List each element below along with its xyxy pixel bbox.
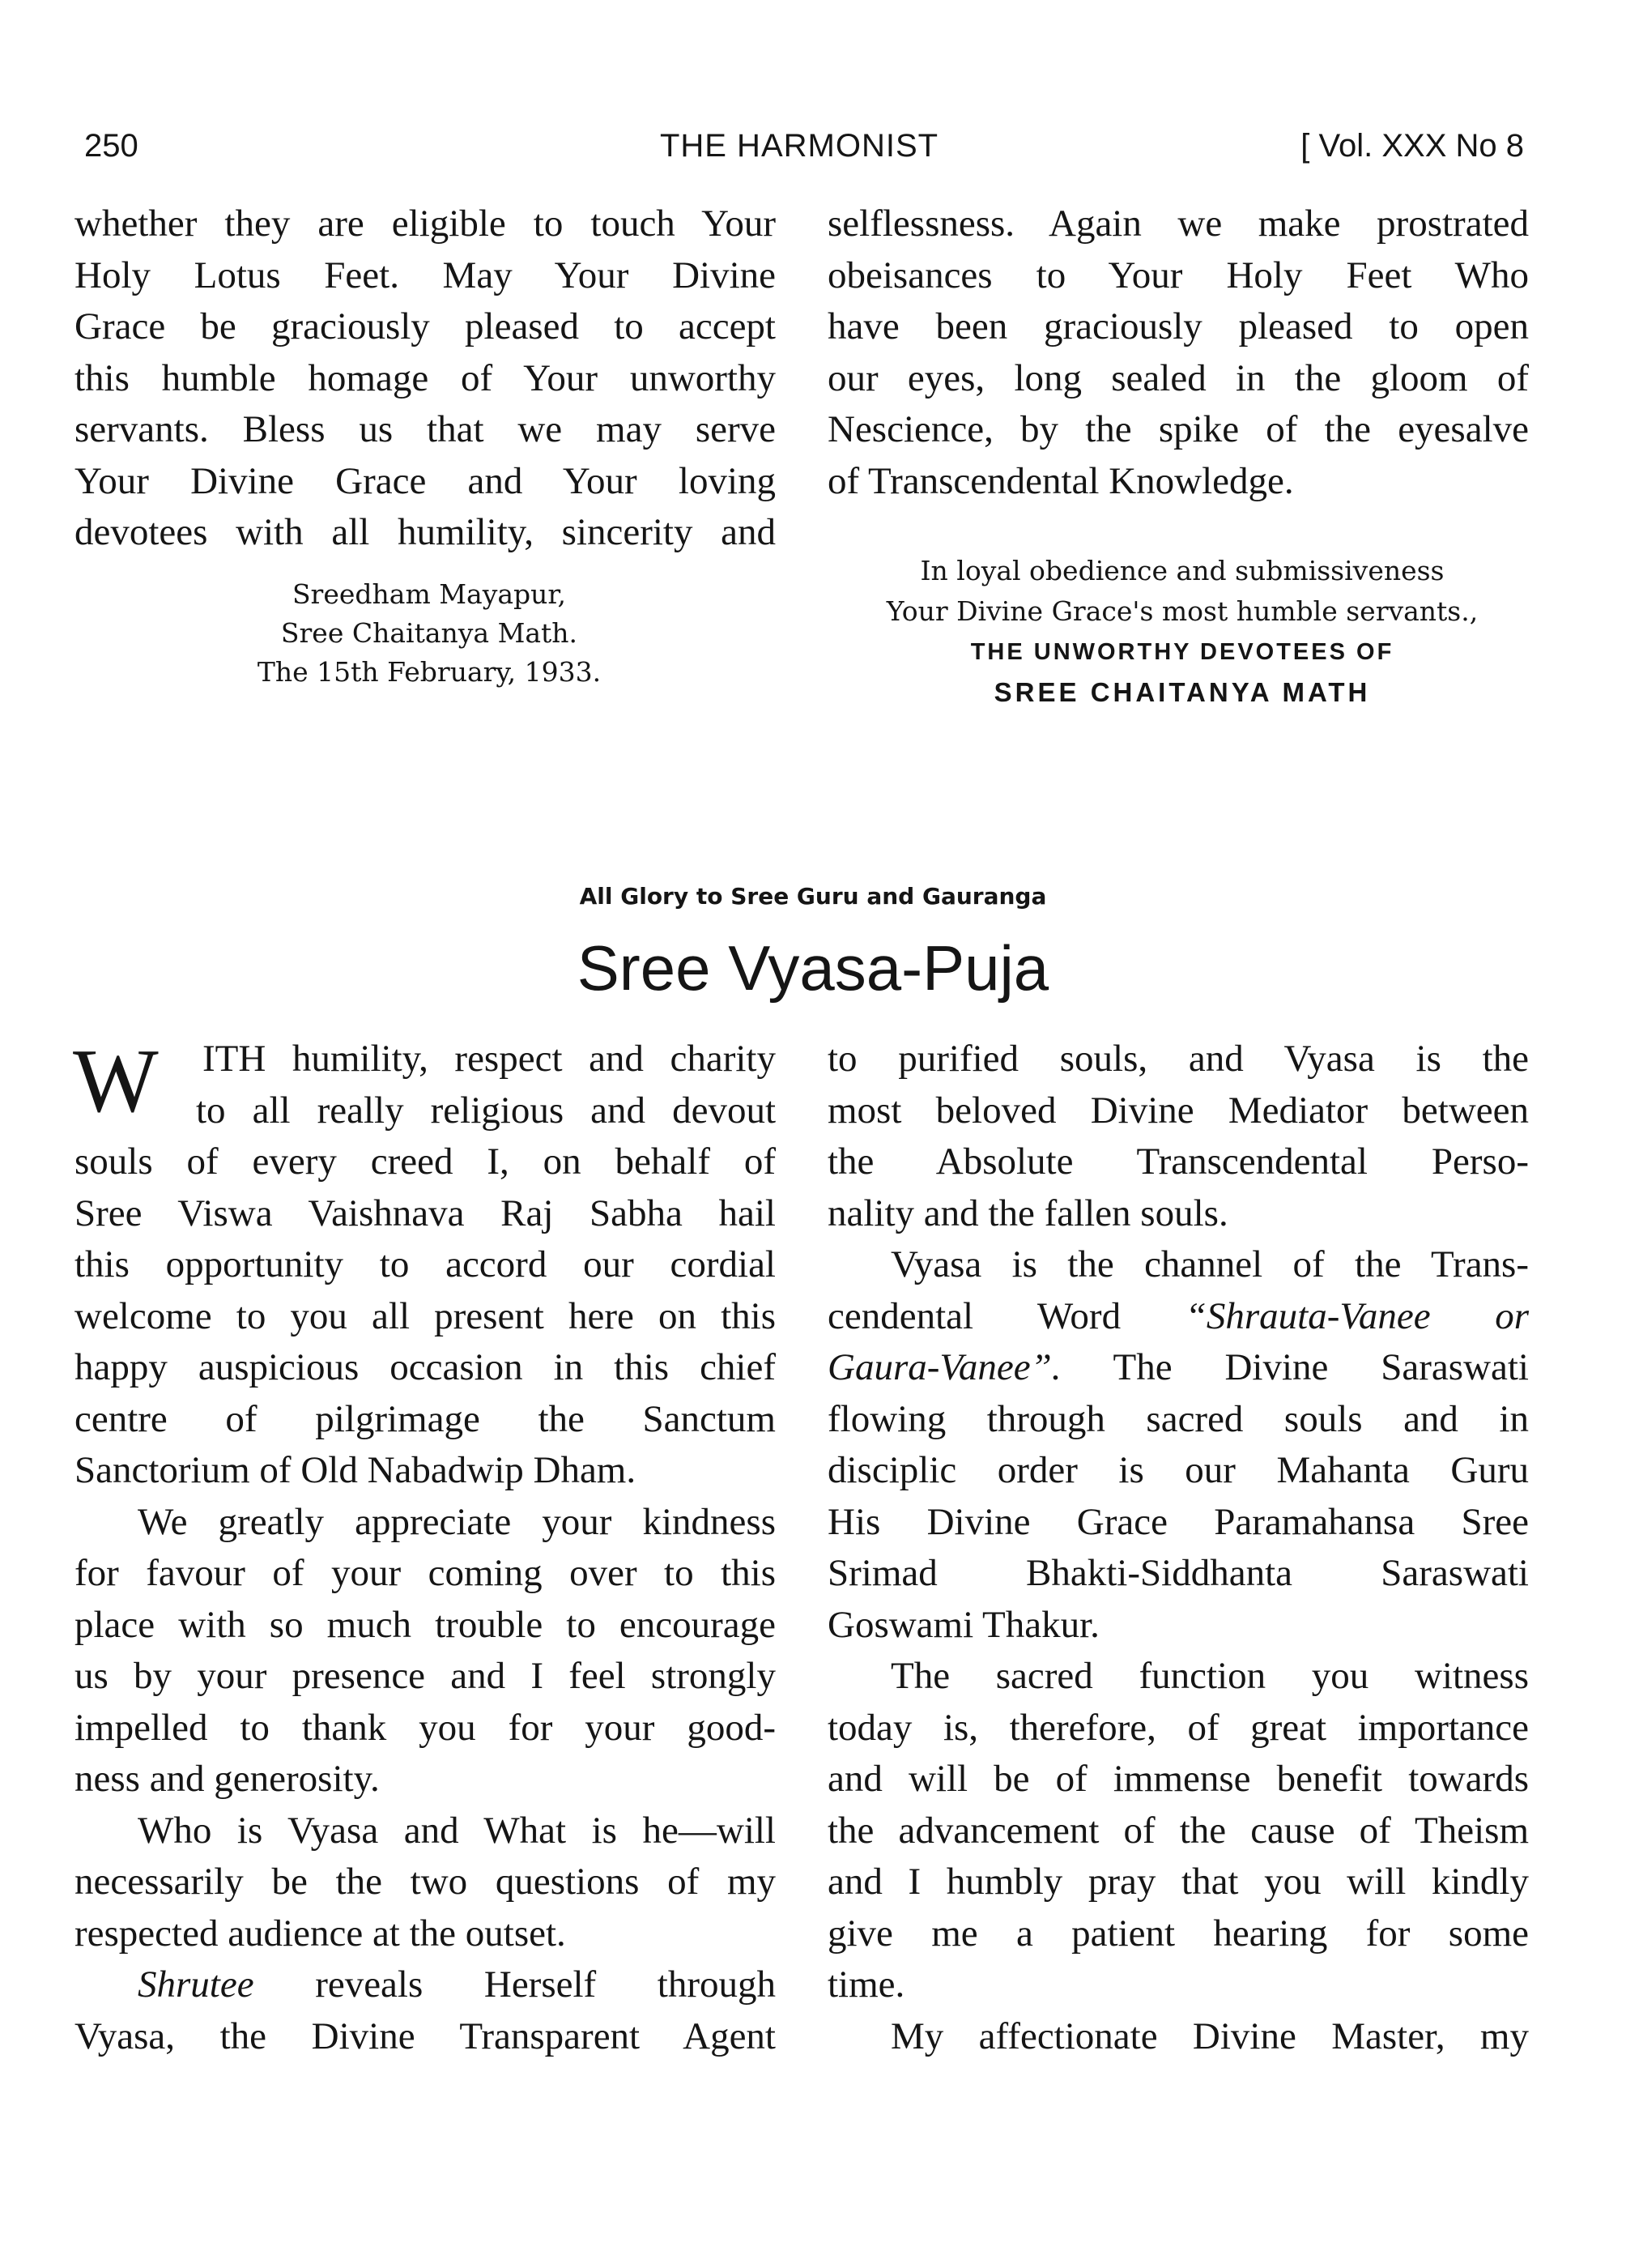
text-line: to all really religious and devout xyxy=(196,1089,776,1132)
text-line: Srimad Bhakti-Siddhanta Saraswati xyxy=(828,1552,1529,1594)
volume-info: [ Vol. XXX No 8 xyxy=(1300,128,1524,164)
text-line: nality and the fallen souls. xyxy=(828,1192,1228,1234)
running-head xyxy=(74,122,1524,170)
journal-title: THE HARMONIST xyxy=(659,128,939,164)
text-line: The sacred function you witness xyxy=(891,1655,1529,1697)
italic-term: Shrutee xyxy=(138,1963,254,2006)
text-line: this humble homage of Your unworthy xyxy=(74,356,776,399)
closing-line: Your Divine Grace's most humble servants., xyxy=(886,595,1479,627)
text-line: Goswami Thakur. xyxy=(828,1603,1100,1646)
text-line: and I humbly pray that you will kindly xyxy=(828,1861,1529,1903)
text-line: give me a patient hearing for some xyxy=(828,1912,1529,1955)
text-line: ITH humility, respect and charity xyxy=(202,1038,776,1080)
text-line: the advancement of the cause of Theism xyxy=(828,1809,1529,1852)
text-line: us by your presence and I feel strongly xyxy=(74,1655,776,1697)
text-line: His Divine Grace Paramahansa Sree xyxy=(828,1500,1529,1543)
text-line: place with so much trouble to encourage xyxy=(74,1603,776,1646)
text-run: The Divine Saraswati xyxy=(1113,1346,1529,1388)
italic-term: Gaura-Vanee”. xyxy=(828,1346,1062,1388)
text-line: whether they are eligible to touch Your xyxy=(74,202,776,245)
place-line: Sreedham Mayapur, xyxy=(292,578,567,610)
text-line: this opportunity to accord our cordial xyxy=(74,1243,776,1285)
text-line: Holy Lotus Feet. May Your Divine xyxy=(74,254,776,296)
date-line: The 15th February, 1933. xyxy=(257,656,602,688)
signatory-line: SREE CHAITANYA MATH xyxy=(994,677,1371,707)
text-line: to purified souls, and Vyasa is the xyxy=(828,1038,1529,1080)
address-left-column xyxy=(74,198,776,559)
text-run: reveals Herself through xyxy=(315,1963,777,2006)
text-line: ness and generosity. xyxy=(74,1758,380,1800)
article-title: Sree Vyasa-Puja xyxy=(577,932,1049,1004)
text-line: necessarily be the two questions of my xyxy=(74,1861,776,1903)
italic-term: “Shrauta-Vanee or xyxy=(1185,1294,1529,1337)
text-line: Who is Vyasa and What is he—will xyxy=(138,1809,776,1852)
text-line: happy auspicious occasion in this chief xyxy=(74,1346,776,1388)
text-line: Grace be graciously pleased to accept xyxy=(74,305,776,347)
text-line: welcome to you all present here on this xyxy=(74,1294,776,1337)
text-line: devotees with all humility, sincerity and xyxy=(74,511,776,553)
text-line xyxy=(828,1291,1529,1343)
text-line: respected audience at the outset. xyxy=(74,1912,566,1955)
invocation: All Glory to Sree Guru and Gauranga xyxy=(579,883,1047,910)
text-line: Vyasa is the channel of the Trans- xyxy=(891,1243,1529,1285)
closing-line: In loyal obedience and submissiveness xyxy=(920,555,1445,586)
text-line: impelled to thank you for your good- xyxy=(74,1706,776,1749)
text-line: the Absolute Transcendental Perso- xyxy=(828,1140,1529,1183)
text-line: of Transcendental Knowledge. xyxy=(828,459,1294,502)
text-line: Nescience, by the spike of the eyesalve xyxy=(828,408,1529,450)
text-line: Your Divine Grace and Your loving xyxy=(74,459,776,502)
signatory-line: THE UNWORTHY DEVOTEES OF xyxy=(970,639,1394,665)
text-line: servants. Bless us that we may serve xyxy=(74,408,776,450)
text-line: flowing through sacred souls and in xyxy=(828,1397,1529,1440)
text-line: Sanctorium of Old Nabadwip Dham. xyxy=(74,1449,636,1491)
text-line: disciplic order is our Mahanta Guru xyxy=(828,1449,1529,1491)
place-line: Sree Chaitanya Math. xyxy=(280,617,578,649)
drop-cap: W xyxy=(73,1031,159,1132)
text-run: cendental Word xyxy=(828,1294,1122,1337)
address-right-column xyxy=(828,198,1529,507)
text-line: most beloved Divine Mediator between xyxy=(828,1089,1529,1132)
text-line: and will be of immense benefit towards xyxy=(828,1758,1529,1800)
text-line: Vyasa, the Divine Transparent Agent xyxy=(74,2014,776,2057)
text-line xyxy=(74,1959,776,2011)
text-line: Sree Viswa Vaishnava Raj Sabha hail xyxy=(74,1192,776,1234)
text-line: time. xyxy=(828,1963,905,2006)
text-line xyxy=(828,1342,1529,1394)
article-right-column xyxy=(828,1034,1529,2062)
page-number: 250 xyxy=(84,128,138,164)
text-line: We greatly appreciate your kindness xyxy=(138,1500,776,1543)
text-line: have been graciously pleased to open xyxy=(828,305,1529,347)
text-line: our eyes, long sealed in the gloom of xyxy=(828,356,1529,399)
text-line: My affectionate Divine Master, my xyxy=(891,2014,1529,2057)
text-line: obeisances to Your Holy Feet Who xyxy=(828,254,1529,296)
text-line: selflessness. Again we make prostrated xyxy=(828,202,1529,245)
text-line: for favour of your coming over to this xyxy=(74,1552,776,1594)
text-line: centre of pilgrimage the Sanctum xyxy=(74,1397,776,1440)
closing-block xyxy=(834,551,1530,713)
text-line: today is, therefore, of great importance xyxy=(828,1706,1529,1749)
article-left-column xyxy=(73,1031,777,2062)
place-date-block xyxy=(202,575,656,692)
text-line: souls of every creed I, on behalf of xyxy=(74,1140,776,1183)
